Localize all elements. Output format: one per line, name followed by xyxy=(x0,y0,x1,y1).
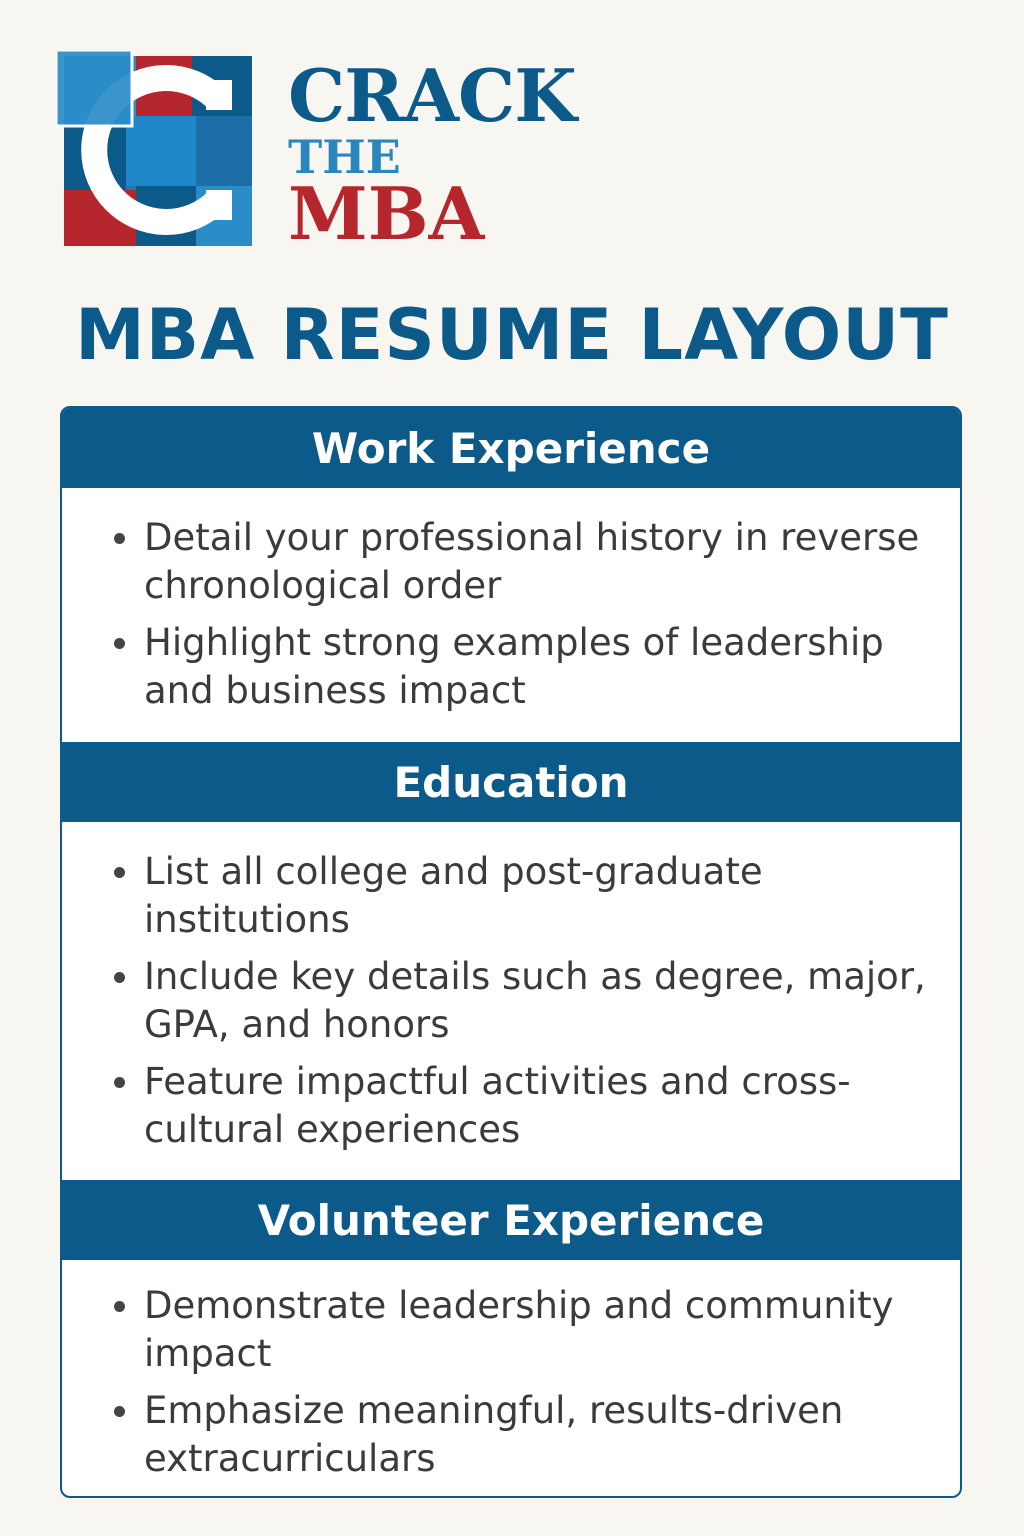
bullet-icon xyxy=(114,638,125,649)
bullet-icon xyxy=(114,972,125,983)
work-experience-list xyxy=(112,514,930,724)
list-item-text: List all college and post-graduate institutions xyxy=(144,850,763,941)
brand-wordmark xyxy=(288,53,576,256)
list-item-text: Detail your professional history in reverse chronological order xyxy=(144,516,920,607)
bullet-icon xyxy=(114,867,125,878)
list-item-text: Demonstrate leadership and community impact xyxy=(144,1284,894,1375)
list-item-text: Highlight strong examples of leadership and business impact xyxy=(144,621,884,712)
bullet-icon xyxy=(114,533,125,544)
bullet-icon xyxy=(114,1406,125,1417)
brand-line-the: THE xyxy=(288,130,401,184)
education-list xyxy=(112,848,930,1163)
section-heading-education: Education xyxy=(62,742,960,822)
list-item-text: Feature impactful activities and cross-cultural experiences xyxy=(144,1060,851,1151)
list-item xyxy=(112,953,930,1049)
brand-line-crack: CRACK xyxy=(288,53,576,138)
resume-layout-card xyxy=(60,406,962,1498)
list-item-text: Emphasize meaningful, results-driven extracurriculars xyxy=(144,1389,844,1480)
list-item xyxy=(112,1058,930,1154)
volunteer-experience-list xyxy=(112,1282,930,1492)
section-heading-work-experience: Work Experience xyxy=(62,408,960,488)
brand-line-mba: MBA xyxy=(288,171,485,256)
page-title: MBA RESUME LAYOUT xyxy=(75,294,949,376)
section-heading-volunteer-experience: Volunteer Experience xyxy=(62,1180,960,1260)
bullet-icon xyxy=(114,1301,125,1312)
list-item xyxy=(112,848,930,944)
bullet-icon xyxy=(114,1077,125,1088)
list-item xyxy=(112,514,930,610)
list-item-text: Include key details such as degree, major, GPA, and honors xyxy=(144,955,926,1046)
crack-the-mba-logo-icon xyxy=(56,50,256,250)
list-item xyxy=(112,619,930,715)
list-item xyxy=(112,1282,930,1378)
list-item xyxy=(112,1387,930,1483)
